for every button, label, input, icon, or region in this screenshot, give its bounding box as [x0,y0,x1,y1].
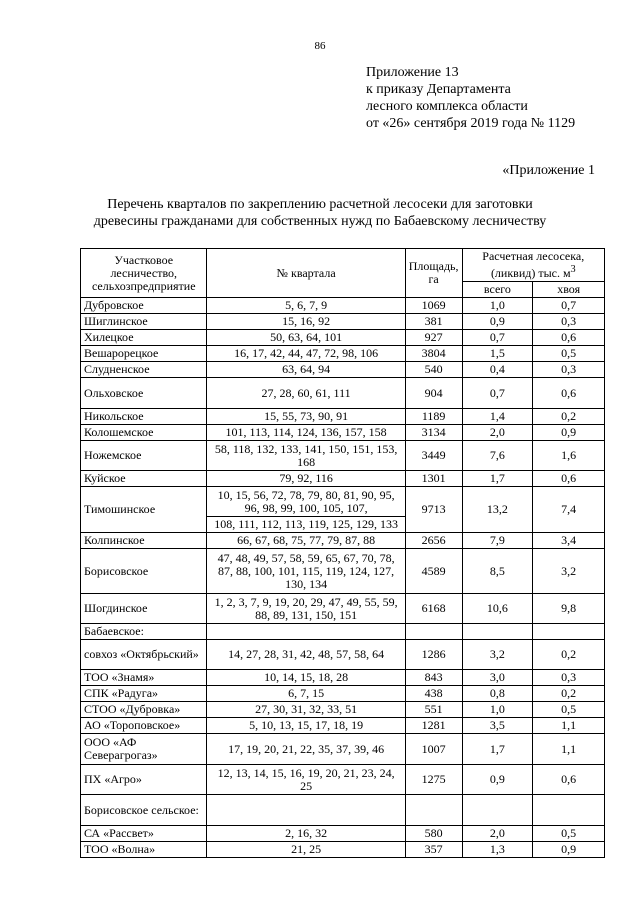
table-row [81,670,605,686]
row-conifer: 1,1 [533,734,605,765]
row-area: 2656 [405,533,462,549]
row-area: 9713 [405,487,462,533]
table-row [81,765,605,795]
header-cut [462,249,604,282]
row-conifer: 0,6 [533,765,605,795]
row-quarters: 79, 92, 116 [207,471,405,487]
row-conifer: 3,2 [533,549,605,594]
table-row [81,487,605,517]
row-unit-name: Тимошинское [81,487,207,533]
appendix-line: от «26» сентября 2019 года № 1129 [366,116,576,131]
row-area: 1069 [405,298,462,314]
header-cut-text: Расчетная лесосека, (ликвид) тыс. м [482,249,585,280]
row-total [462,795,533,826]
row-conifer: 0,3 [533,362,605,378]
row-total: 7,6 [462,441,533,471]
row-quarters: 10, 15, 56, 72, 78, 79, 80, 81, 90, 95, 96, 98, 99, 100, 105, 107, [207,487,405,517]
page-number: 86 [314,40,326,52]
row-quarters: 47, 48, 49, 57, 58, 59, 65, 67, 70, 78, 87, 88, 100, 101, 115, 119, 124, 127, 130, 134 [207,549,405,594]
row-unit-name: Борисовское сельское: [81,795,207,826]
row-total: 1,5 [462,346,533,362]
row-unit-name: СА «Рассвет» [81,826,207,842]
row-total: 0,9 [462,314,533,330]
row-total: 1,0 [462,702,533,718]
row-total: 3,2 [462,640,533,670]
row-unit-name: Борисовское [81,549,207,594]
row-unit-name: совхоз «Октябрьский» [81,640,207,670]
table-row [81,718,605,734]
row-quarters [207,795,405,826]
appendix-line: Приложение 13 [366,65,459,80]
row-area: 843 [405,670,462,686]
row-area: 551 [405,702,462,718]
table-row [81,378,605,409]
row-unit-name: Никольское [81,409,207,425]
row-quarters: 6, 7, 15 [207,686,405,702]
document-title [60,196,580,230]
row-total: 2,0 [462,425,533,441]
row-area [405,624,462,640]
row-conifer: 1,1 [533,718,605,734]
row-unit-name: ПХ «Агро» [81,765,207,795]
row-area: 4589 [405,549,462,594]
row-conifer: 0,2 [533,686,605,702]
row-quarters: 2, 16, 32 [207,826,405,842]
row-unit-name: Ольховское [81,378,207,409]
row-quarters: 15, 16, 92 [207,314,405,330]
row-conifer: 7,4 [533,487,605,533]
table-row [81,533,605,549]
row-conifer: 1,6 [533,441,605,471]
table-row [81,471,605,487]
row-conifer: 0,7 [533,298,605,314]
row-conifer: 0,9 [533,842,605,858]
appendix-line: лесного комплекса области [366,99,528,114]
title-line: Перечень кварталов по закреплению расчетной лесосеки для заготовки [107,197,533,212]
row-conifer: 9,8 [533,594,605,624]
row-quarters: 16, 17, 42, 44, 47, 72, 98, 106 [207,346,405,362]
row-unit-name: Куйское [81,471,207,487]
row-unit-name: Шиглинское [81,314,207,330]
row-quarters: 15, 55, 73, 90, 91 [207,409,405,425]
row-area: 381 [405,314,462,330]
row-quarters [207,624,405,640]
row-area: 3804 [405,346,462,362]
row-quarters: 12, 13, 14, 15, 16, 19, 20, 21, 23, 24, 25 [207,765,405,795]
row-conifer: 0,3 [533,670,605,686]
quote-header: «Приложение 1 [502,163,595,178]
row-quarters: 58, 118, 132, 133, 141, 150, 151, 153, 168 [207,441,405,471]
appendix-line: к приказу Департамента [366,82,511,97]
row-conifer: 0,2 [533,640,605,670]
row-conifer: 0,6 [533,330,605,346]
row-area: 357 [405,842,462,858]
row-unit-name: ООО «АФ Северагрогаз» [81,734,207,765]
row-total: 0,9 [462,765,533,795]
row-total: 10,6 [462,594,533,624]
row-total: 8,5 [462,549,533,594]
row-quarters: 27, 30, 31, 32, 33, 51 [207,702,405,718]
table-row [81,549,605,594]
row-unit-name: Шогдинское [81,594,207,624]
row-quarters: 50, 63, 64, 101 [207,330,405,346]
row-quarters: 1, 2, 3, 7, 9, 19, 20, 29, 47, 49, 55, 59, 88, 89, 131, 150, 151 [207,594,405,624]
row-total: 7,9 [462,533,533,549]
row-unit-name: СТОО «Дубровка» [81,702,207,718]
row-area: 540 [405,362,462,378]
row-quarters: 21, 25 [207,842,405,858]
row-unit-name: Колошемское [81,425,207,441]
table-row [81,346,605,362]
row-area: 6168 [405,594,462,624]
row-area: 1189 [405,409,462,425]
row-total: 0,8 [462,686,533,702]
row-total: 1,3 [462,842,533,858]
header-quarters: № квартала [207,249,405,298]
row-unit-name: Ножемское [81,441,207,471]
row-area: 927 [405,330,462,346]
row-quarters: 5, 10, 13, 15, 17, 18, 19 [207,718,405,734]
row-area: 1281 [405,718,462,734]
row-total: 3,5 [462,718,533,734]
row-area: 3134 [405,425,462,441]
row-total: 0,7 [462,378,533,409]
row-quarters: 101, 113, 114, 124, 136, 157, 158 [207,425,405,441]
header-unit: Участковое лесничество, сельхозпредприятие [81,249,207,298]
row-conifer: 0,6 [533,378,605,409]
table-row [81,826,605,842]
row-quarters: 27, 28, 60, 61, 111 [207,378,405,409]
table-row [81,640,605,670]
row-total [462,624,533,640]
table-row [81,298,605,314]
row-conifer: 0,5 [533,702,605,718]
row-unit-name: ТОО «Волна» [81,842,207,858]
row-conifer: 0,3 [533,314,605,330]
row-total: 1,7 [462,471,533,487]
row-unit-name: СПК «Радуга» [81,686,207,702]
table-row [81,734,605,765]
row-quarters: 17, 19, 20, 21, 22, 35, 37, 39, 46 [207,734,405,765]
row-conifer [533,795,605,826]
row-area: 580 [405,826,462,842]
table-row [81,409,605,425]
row-area: 904 [405,378,462,409]
row-area: 3449 [405,441,462,471]
table-row [81,842,605,858]
table-row [81,795,605,826]
row-total: 1,0 [462,298,533,314]
row-total: 2,0 [462,826,533,842]
row-conifer: 0,5 [533,346,605,362]
row-quarters-cont: 108, 111, 112, 113, 119, 125, 129, 133 [207,517,405,533]
row-conifer [533,624,605,640]
row-total: 1,7 [462,734,533,765]
row-area [405,795,462,826]
row-unit-name: Бабаевское: [81,624,207,640]
table-row [81,330,605,346]
row-area: 1286 [405,640,462,670]
row-quarters: 63, 64, 94 [207,362,405,378]
table-row [81,686,605,702]
table-row [81,624,605,640]
row-unit-name: Хилецкое [81,330,207,346]
row-quarters: 66, 67, 68, 75, 77, 79, 87, 88 [207,533,405,549]
row-conifer: 0,6 [533,471,605,487]
row-conifer: 3,4 [533,533,605,549]
row-total: 3,0 [462,670,533,686]
row-total: 0,4 [462,362,533,378]
title-line: древесины гражданами для собственных нужд по Бабаевскому лесничеству [93,214,547,229]
row-area: 1301 [405,471,462,487]
table-row [81,702,605,718]
row-unit-name: Дубровское [81,298,207,314]
row-quarters: 10, 14, 15, 18, 28 [207,670,405,686]
row-conifer: 0,5 [533,826,605,842]
row-quarters: 5, 6, 7, 9 [207,298,405,314]
row-unit-name: Вешарорецкое [81,346,207,362]
row-unit-name: Слудненское [81,362,207,378]
row-total: 0,7 [462,330,533,346]
row-area: 438 [405,686,462,702]
row-total: 13,2 [462,487,533,533]
row-area: 1007 [405,734,462,765]
row-total: 1,4 [462,409,533,425]
row-unit-name: ТОО «Знамя» [81,670,207,686]
row-area: 1275 [405,765,462,795]
row-unit-name: АО «Тороповское» [81,718,207,734]
table-row [81,425,605,441]
row-conifer: 0,9 [533,425,605,441]
table-row [81,441,605,471]
header-total: всего [462,282,533,298]
header-cut-sup: 3 [570,264,576,275]
header-area: Площадь, га [405,249,462,298]
table-row [81,314,605,330]
row-quarters: 14, 27, 28, 31, 42, 48, 57, 58, 64 [207,640,405,670]
table-row [81,594,605,624]
row-conifer: 0,2 [533,409,605,425]
table-row [81,362,605,378]
header-conifer: хвоя [533,282,605,298]
appendix-header [366,64,575,132]
row-unit-name: Колпинское [81,533,207,549]
quarters-table [80,248,605,858]
